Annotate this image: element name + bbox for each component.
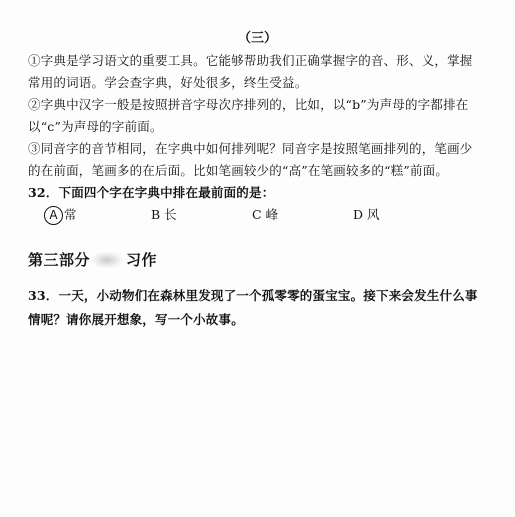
question-32-prompt: 32．下面四个字在字典中排在最前面的是： xyxy=(28,185,275,200)
option-b-letter: B xyxy=(151,207,161,222)
part-3-heading xyxy=(28,249,157,270)
question-33-prompt: 33．一天，小动物们在森林里发现了一个孤零零的蛋宝宝。接下来会发生什么事情呢？请你展开想象，写一个小故事。 xyxy=(28,288,478,327)
option-a-letter-circled: A xyxy=(44,206,63,225)
reading-paragraph-1: ①字典是学习语文的重要工具。它能够帮助我们正确掌握字的音、形、义，掌握常用的词语。学会查字典，好处很多，终生受益。 xyxy=(28,53,473,90)
option-d-char: 风 xyxy=(367,207,380,222)
question-32-options xyxy=(44,204,484,228)
option-b-char: 长 xyxy=(164,207,177,222)
scan-smudge xyxy=(92,252,122,268)
part-3-title-b: 习作 xyxy=(126,251,158,269)
part-3-title-a: 第三部分 xyxy=(28,251,91,269)
option-c[interactable] xyxy=(252,204,278,226)
option-d[interactable] xyxy=(353,204,380,226)
option-a[interactable] xyxy=(44,204,77,226)
reading-paragraph-3: ③同音字的音节相同，在字典中如何排列呢？同音字是按照笔画排列的，笔画少的在前面，笔画多的在后面。比如笔画较少的“高”在笔画较多的“糕”前面。 xyxy=(28,141,473,178)
option-c-letter: C xyxy=(252,207,262,222)
option-b[interactable] xyxy=(151,204,177,226)
section-title: （三） xyxy=(237,31,277,46)
option-c-char: 峰 xyxy=(265,207,279,222)
option-d-letter: D xyxy=(353,207,364,222)
option-a-char: 常 xyxy=(64,207,77,222)
reading-paragraph-2: ②字典中汉字一般是按照拼音字母次序排列的，比如，以“b”为声母的字都排在以“c”为声母的字前面。 xyxy=(28,97,469,134)
